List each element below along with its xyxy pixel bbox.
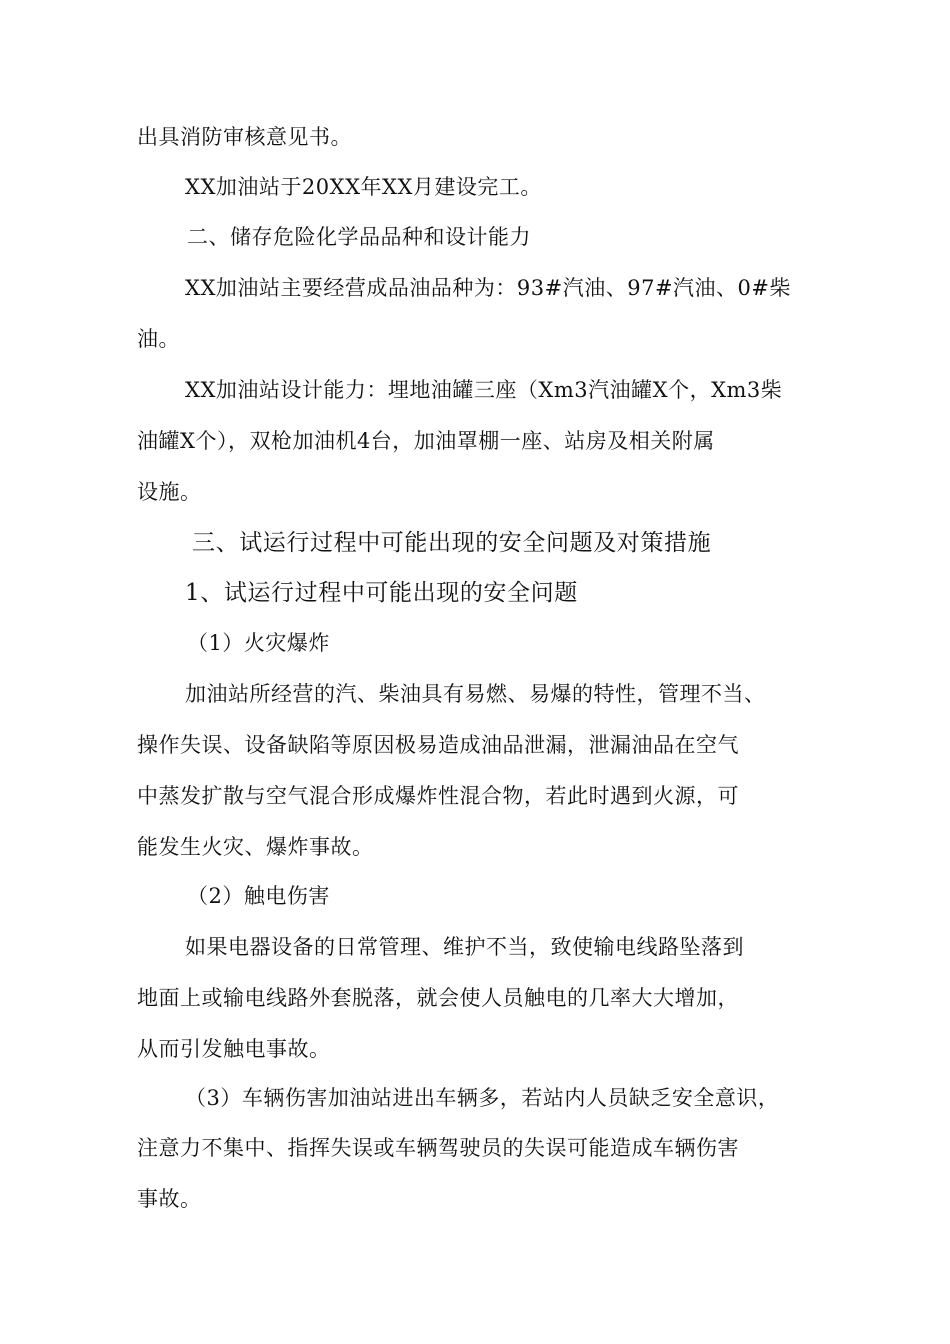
section-heading-3: 三、试运行过程中可能出现的安全问题及对策措施	[192, 530, 712, 556]
item-heading-2: （2）触电伤害	[187, 884, 330, 908]
text-line-6: XX加油站设计能力：埋地油罐三座（Xm3汽油罐X个，Xm3柴	[185, 378, 783, 402]
text-line-18: 地面上或输电线路外套脱落，就会使人员触电的几率大大增加，	[137, 986, 739, 1010]
text-line-12: 加油站所经营的汽、柴油具有易燃、易爆的特性，管理不当、	[185, 682, 766, 706]
text-line-4: XX加油站主要经营成品油品种为：93#汽油、97#汽油、0#柴	[185, 276, 791, 300]
text-line-22: 事故。	[137, 1187, 202, 1211]
text-line-2: XX加油站于20XX年XX月建设完工。	[185, 175, 542, 199]
text-line-19: 从而引发触电事故。	[137, 1037, 331, 1061]
text-line-20: （3）车辆伤害加油站进出车辆多，若站内人员缺乏安全意识，	[185, 1086, 780, 1110]
text-line-1: 出具消防审核意见书。	[137, 125, 352, 149]
text-line-15: 能发生火灾、爆炸事故。	[137, 835, 374, 859]
text-line-7: 油罐X个），双枪加油机4台，加油罩棚一座、站房及相关附属	[137, 429, 715, 453]
text-line-14: 中蒸发扩散与空气混合形成爆炸性混合物，若此时遇到火源，可	[137, 784, 739, 808]
item-heading-1: （1）火灾爆炸	[187, 631, 330, 655]
section-heading-2: 二、储存危险化学品品种和设计能力	[187, 225, 531, 249]
text-line-17: 如果电器设备的日常管理、维护不当，致使输电线路坠落到	[185, 935, 744, 959]
subsection-heading-1: 1、试运行过程中可能出现的安全问题	[185, 580, 578, 606]
text-line-8: 设施。	[137, 480, 202, 504]
text-line-13: 操作失误、设备缺陷等原因极易造成油品泄漏，泄漏油品在空气	[137, 733, 739, 757]
text-line-21: 注意力不集中、指挥失误或车辆驾驶员的失误可能造成车辆伤害	[137, 1136, 739, 1160]
text-line-5: 油。	[137, 327, 180, 351]
